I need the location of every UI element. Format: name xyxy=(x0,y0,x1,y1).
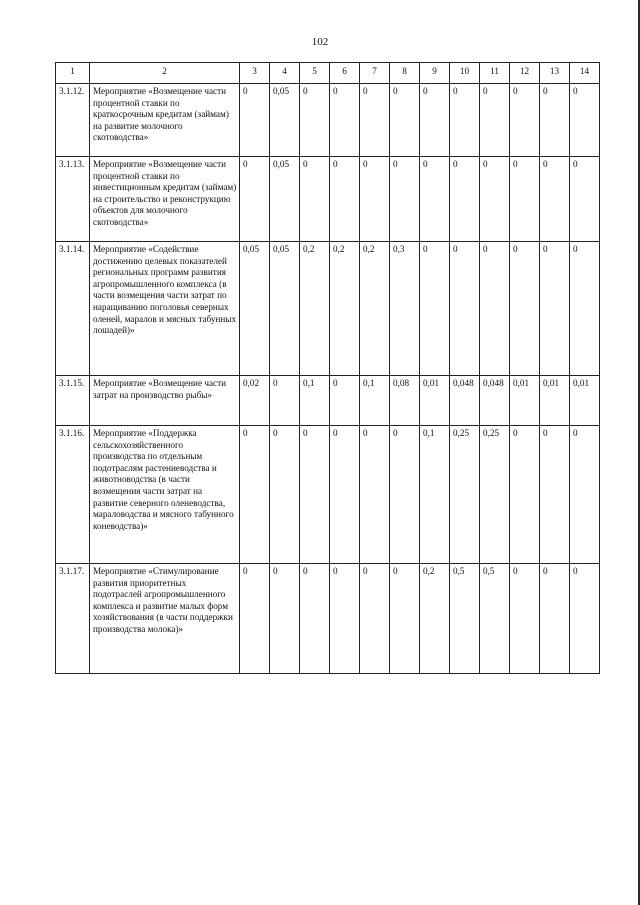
cell-value: 0 xyxy=(420,242,450,376)
cell-value: 0 xyxy=(540,242,570,376)
row-number: 3.1.12. xyxy=(56,84,90,157)
column-header: 6 xyxy=(330,63,360,84)
cell-value: 0 xyxy=(570,157,600,242)
row-description: Мероприятие «Возмещение части затрат на производство рыбы» xyxy=(90,376,240,426)
cell-value: 0 xyxy=(300,84,330,157)
cell-value: 0 xyxy=(360,84,390,157)
cell-value: 0 xyxy=(480,157,510,242)
cell-value: 0 xyxy=(510,242,540,376)
cell-value: 0 xyxy=(330,157,360,242)
cell-value: 0 xyxy=(390,84,420,157)
cell-value: 0 xyxy=(510,84,540,157)
cell-value: 0,048 xyxy=(480,376,510,426)
cell-value: 0 xyxy=(570,242,600,376)
row-description: Мероприятие «Поддержка сельскохозяйственного производства по отдельным подотраслям растениеводства и животноводства (в части возмещения части затрат на развитие северного оленеводства, мараловодства и мясного табунного коневодства)» xyxy=(90,426,240,564)
table-row xyxy=(56,242,600,376)
row-description: Мероприятие «Содействие достижению целевых показателей региональных программ развития агропромышленного комплекса (в части возмещения части затрат по наращиванию поголовья северных оленей, маралов и мясных табунных лошадей)» xyxy=(90,242,240,376)
cell-value: 0 xyxy=(240,426,270,564)
cell-value: 0 xyxy=(480,84,510,157)
column-header: 13 xyxy=(540,63,570,84)
column-header: 12 xyxy=(510,63,540,84)
cell-value: 0,2 xyxy=(360,242,390,376)
cell-value: 0 xyxy=(450,84,480,157)
cell-value: 0,05 xyxy=(270,84,300,157)
cell-value: 0 xyxy=(300,564,330,674)
cell-value: 0,05 xyxy=(240,242,270,376)
cell-value: 0 xyxy=(330,84,360,157)
cell-value: 0 xyxy=(540,564,570,674)
cell-value: 0,1 xyxy=(300,376,330,426)
column-header: 9 xyxy=(420,63,450,84)
table-row xyxy=(56,84,600,157)
cell-value: 0,08 xyxy=(390,376,420,426)
cell-value: 0,048 xyxy=(450,376,480,426)
cell-value: 0 xyxy=(390,426,420,564)
column-header: 3 xyxy=(240,63,270,84)
table-row xyxy=(56,426,600,564)
row-description: Мероприятие «Стимулирование развития приоритетных подотраслей агропромышленного комплекса и развитие малых форм хозяйствования (в части поддержки производства молока)» xyxy=(90,564,240,674)
cell-value: 0 xyxy=(360,564,390,674)
cell-value: 0,05 xyxy=(270,242,300,376)
cell-value: 0,1 xyxy=(420,426,450,564)
cell-value: 0 xyxy=(270,564,300,674)
cell-value: 0,2 xyxy=(330,242,360,376)
row-number: 3.1.15. xyxy=(56,376,90,426)
column-header: 14 xyxy=(570,63,600,84)
cell-value: 0 xyxy=(450,242,480,376)
cell-value: 0,25 xyxy=(450,426,480,564)
cell-value: 0,02 xyxy=(240,376,270,426)
cell-value: 0,01 xyxy=(570,376,600,426)
row-description: Мероприятие «Возмещение части процентной ставки по инвестиционным кредитам (займам) на строительство и реконструкцию объектов для молочного скотоводства» xyxy=(90,157,240,242)
cell-value: 0 xyxy=(240,157,270,242)
cell-value: 0 xyxy=(240,564,270,674)
row-number: 3.1.17. xyxy=(56,564,90,674)
cell-value: 0 xyxy=(570,426,600,564)
cell-value: 0,3 xyxy=(390,242,420,376)
row-description: Мероприятие «Возмещение части процентной ставки по краткосрочным кредитам (займам) на развитие молочного скотоводства» xyxy=(90,84,240,157)
cell-value: 0 xyxy=(420,157,450,242)
column-header: 10 xyxy=(450,63,480,84)
cell-value: 0,5 xyxy=(480,564,510,674)
cell-value: 0 xyxy=(390,157,420,242)
table-row xyxy=(56,376,600,426)
cell-value: 0 xyxy=(390,564,420,674)
cell-value: 0 xyxy=(330,426,360,564)
cell-value: 0,01 xyxy=(420,376,450,426)
table-row xyxy=(56,564,600,674)
row-number: 3.1.16. xyxy=(56,426,90,564)
cell-value: 0 xyxy=(330,564,360,674)
table-header-row xyxy=(56,63,600,84)
page-number: 102 xyxy=(311,36,329,48)
column-header: 1 xyxy=(56,63,90,84)
column-header: 4 xyxy=(270,63,300,84)
table-row xyxy=(56,157,600,242)
row-number: 3.1.14. xyxy=(56,242,90,376)
cell-value: 0 xyxy=(480,242,510,376)
cell-value: 0 xyxy=(570,84,600,157)
cell-value: 0,25 xyxy=(480,426,510,564)
cell-value: 0 xyxy=(510,157,540,242)
column-header: 8 xyxy=(390,63,420,84)
cell-value: 0 xyxy=(270,426,300,564)
cell-value: 0 xyxy=(270,376,300,426)
cell-value: 0 xyxy=(300,426,330,564)
cell-value: 0 xyxy=(540,426,570,564)
cell-value: 0,5 xyxy=(450,564,480,674)
column-header: 5 xyxy=(300,63,330,84)
row-number: 3.1.13. xyxy=(56,157,90,242)
cell-value: 0,01 xyxy=(510,376,540,426)
cell-value: 0 xyxy=(330,376,360,426)
cell-value: 0 xyxy=(360,157,390,242)
cell-value: 0 xyxy=(540,157,570,242)
cell-value: 0 xyxy=(570,564,600,674)
cell-value: 0 xyxy=(450,157,480,242)
cell-value: 0 xyxy=(240,84,270,157)
cell-value: 0 xyxy=(540,84,570,157)
cell-value: 0 xyxy=(510,564,540,674)
cell-value: 0,01 xyxy=(540,376,570,426)
cell-value: 0,1 xyxy=(360,376,390,426)
column-header: 11 xyxy=(480,63,510,84)
cell-value: 0,2 xyxy=(420,564,450,674)
cell-value: 0 xyxy=(360,426,390,564)
column-header: 2 xyxy=(90,63,240,84)
cell-value: 0 xyxy=(420,84,450,157)
cell-value: 0 xyxy=(510,426,540,564)
cell-value: 0,05 xyxy=(270,157,300,242)
indicator-table xyxy=(55,62,600,674)
column-header: 7 xyxy=(360,63,390,84)
cell-value: 0 xyxy=(300,157,330,242)
cell-value: 0,2 xyxy=(300,242,330,376)
